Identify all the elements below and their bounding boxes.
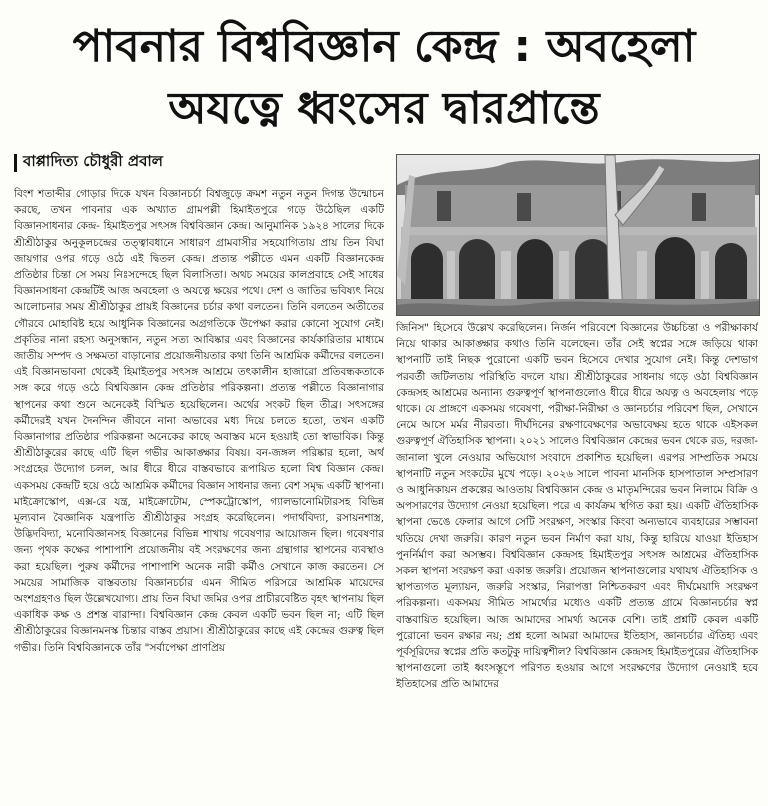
- article-text-right: জিনিস" হিসেবে উল্লেখ করেছিলেন। নির্জন পরিবেশে বিজ্ঞানের উচ্চচিন্তা ও পরীক্ষাকার্য নিয়ে থাকার আকাঙ্ক্ষার কথাও তিনি বলেছেন। তাঁর সেই স্বপ্নের সঙ্গে জড়িয়ে থাকা স্থাপনাটি তাই নিছক পুরোনো একটি ভবন হিসেবে দেখার সুযোগ নেই। কিন্তু দেশভাগ পরবর্তী জটিলতায় পরিস্থিতি বদলে যায়। শ্রীশ্রীঠাকুরের সাধনায় গড়ে ওঠা বিশ্ববিজ্ঞান কেন্দ্রসহ আশ্রমের অন্যান্য গুরুত্বপূর্ণ স্থাপনাগুলোও ধীরে ধীরে অযত্ন ও অবহেলায় পড়ে থাকে। যে প্রাঙ্গণে একসময় গবেষণা, পরীক্ষা-নিরীক্ষা ও জ্ঞানচর্চার পরিবেশ ছিল, সেখানে নেমে আসে মর্মর নীরবতা। দীর্ঘদিনের রক্ষণাবেক্ষণের অভাবেক্ষয় হতে থাকে এইসকল গুরুত্বপূর্ণ ঐতিহাসিক স্থাপনা। ২০২১ সালেও বিশ্ববিজ্ঞান কেন্দ্রের ভবন থেকে রড, দরজা-জানালা খুলে নেওয়ার অভিযোগ সংবাদে প্রকাশিত হয়েছিল। এরপর সাম্প্রতিক সময়ে স্থাপনাটি নতুন সংকটের মুখে পড়ে। ২০২৬ সালে পাবনা মানসিক হাসপাতাল সম্প্রসারণ ও আধুনিকায়ন প্রকল্পের আওতায় বিশ্ববিজ্ঞান কেন্দ্র ও মাতৃমন্দিরের ভবন নিলামে বিক্রি ও অপসারণের উদ্যোগ নেওয়া হয়েছিল। পরে এ কার্যক্রম স্থগিত করা হয়। একটি ঐতিহাসিক স্থাপনা ভেঙে ফেলার আগে সেটি সংরক্ষণ, সংস্কার কিংবা অন্যভাবে ব্যবহারের সম্ভাবনা খতিয়ে দেখা জরুরি। কারণ নতুন ভবন নির্মাণ করা যায়, কিন্তু হারিয়ে যাওয়া ইতিহাস পুনর্নির্মাণ করা অসম্ভব। বিশ্ববিজ্ঞান কেন্দ্রসহ হিমাইতপুর সৎসঙ্গ আশ্রমের ঐতিহাসিক সকল স্থাপনা সংরক্ষণ করা একান্ত জরুরি। প্রয়োজন স্থাপনাগুলোর যথাযথ ঐতিহাসিক ও স্থাপত্যগত মূল্যায়ন, জরুরি সংস্কার, নিরাপত্তা নিশ্চিতকরণ এবং দীর্ঘমেয়াদি সংরক্ষণ পরিকল্পনা। একসময় সীমিত সামর্থ্যের মধ্যেও একটি প্রত্যন্ত গ্রামে বিজ্ঞানচর্চার স্বপ্ন বাস্তবায়িত হয়েছিল। আজ আমাদের সামর্থ্য অনেক বেশি। তাই প্রশ্নটি কেবল একটি পুরোনো ভবন রক্ষার নয়; প্রশ্ন হলো আমরা আমাদের ইতিহাস, জ্ঞানচর্চার ঐতিহ্য এবং পূর্বসূরিদের স্বপ্নের প্রতি কতটুকু দায়িত্বশীল? বিশ্ববিজ্ঞান কেন্দ্রসহ হিমাইতপুরের ঐতিহাসিক স্থাপনাগুলো তাই ধ্বংসস্তূপে পরিণত হওয়ার আগে সংরক্ষণের উদ্যোগ নেওয়াই হবে ইতিহাসের প্রতি আমাদের: [396, 322, 758, 691]
- article-column-right: [396, 320, 758, 800]
- byline-bar: [14, 154, 17, 172]
- byline: [14, 150, 163, 175]
- article-column-left: [14, 186, 384, 800]
- author-name: বাপ্পাদিত্য চৌধুরী প্রবাল: [23, 152, 163, 170]
- headline: [0, 16, 768, 140]
- headline-line-1: পাবনার বিশ্ববিজ্ঞান কেন্দ্র : অবহেলা: [72, 21, 696, 72]
- article-text-left: বিংশ শতাব্দীর গোড়ার দিকে যখন বিজ্ঞানচর্চা বিশ্বজুড়ে ক্রমশ নতুন নতুন দিগন্ত উন্মোচন করছে, তখন পাবনার এক অখ্যাত গ্রামপল্লী হিমাইতপুরে গড়ে উঠেছিল একটি বিজ্ঞানসাধনার কেন্দ্র- হিমাইতপুর সৎসঙ্গ বিশ্ববিজ্ঞান কেন্দ্র। আনুমানিক ১৯২৪ সালের দিকে শ্রীশ্রীঠাকুর অনুকূলচন্দ্রের তত্ত্বাবধানে সাধারণ গ্রামবাসীর সহযোগিতায় প্রায় তিন বিঘা জায়গার ওপর গড়ে ওঠে এই দ্বিতল কেন্দ্র। প্রত্যন্ত পল্লীতে এমন একটি বিজ্ঞানকেন্দ্র প্রতিষ্ঠার চিন্তা সে সময় নিঃসন্দেহে ছিল বিলাসিতা। অথচ সময়ের কালপ্রবাহে সেই সাধের বিজ্ঞানসাধনা কেন্দ্রটিই আজ অবহেলা ও অযত্নে ক্ষয়ের পথে। দেশ ও জাতির ভবিষ্যৎ নিয়ে আলোচনার সময় শ্রীশ্রীঠাকুর প্রায়ই বিজ্ঞানের চর্চার কথা বলতেন। তিনি বলতেন অতীতের গৌরবে মোহাবিষ্ট হয়ে আধুনিক বিজ্ঞানের অগ্রগতিকে উপেক্ষা করার কোনো সুযোগ নেই। প্রকৃতির নানা রহস্য অনুসন্ধান, নতুন সত্য আবিষ্কার এবং বিজ্ঞানের কার্যকারিতার মাধ্যমে জাতীয় সম্পদ ও সক্ষমতা বাড়ানোর প্রয়োজনীয়তার কথা তিনি আশ্রমিক কর্মীদের বলতেন। এই বিজ্ঞানভাবনা থেকেই হিমাইতপুর সৎসঙ্গ আশ্রমে তৎকালীন হাজারো প্রতিবন্ধকতাকে সঙ্গ করে গড়ে ওঠে বিশ্ববিজ্ঞান কেন্দ্র প্রতিষ্ঠার পরিকল্পনা। প্রত্যন্ত পল্লীতে বিজ্ঞানাগার স্থাপনের কথা শুনে অনেকেই বিস্মিত হয়েছিলেন। অর্থের সংকট ছিল তীব্র। সৎসঙ্গের কর্মীদেরই যখন দৈনন্দিন জীবনে নানা অভাবের মধ্য দিয়ে চলতে হতো, তখন একটি বিজ্ঞানাগার প্রতিষ্ঠার পরিকল্পনা অনেকের কাছে অবাস্তব মনে হওয়াই তো স্বাভাবিক। কিন্তু শ্রীশ্রীঠাকুরের কাছে এটি ছিল গভীর আকাঙ্ক্ষার বিষয়। বন-জঙ্গল পরিষ্কার হলো, অর্থ সংগ্রহের উদ্যোগ চলল, আর ধীরে ধীরে বাস্তবভাবে রূপায়িত হলো বিশ্ব বিজ্ঞান কেন্দ্র। একসময় কেন্দ্রটি হয়ে ওঠে আশ্রমিক কর্মীদের বিজ্ঞান সাধনার জন্য বেশ সমৃদ্ধ একটি স্থাপনা। মাইক্রোস্কোপ, এক্স-রে যন্ত্র, মাইক্রোটোম, স্পেকট্রোস্কোপ, গ্যালভানোমিটারসহ বিভিন্ন মূল্যবান বৈজ্ঞানিক যন্ত্রপাতি শ্রীশ্রীঠাকুর সংগ্রহ করেছিলেন। পদার্থবিদ্যা, রসায়নশাস্ত্র, উদ্ভিদবিদ্যা, মনোবিজ্ঞানসহ বিজ্ঞানের বিভিন্ন শাখায় গবেষণার আয়োজন ছিল। গবেষণার জন্য পৃথক কক্ষের পাশাপাশি প্রয়োজনীয় বই সংরক্ষণের জন্য গ্রন্থাগার স্থাপনের ব্যবস্থাও করা হয়েছিল। পুরুষ কর্মীদের পাশাপাশি অনেক নারী কর্মীও সেখানে কাজ করতেন। সে সময়ের সামাজিক বাস্তবতায় বিজ্ঞানচর্চার এমন সীমিত পরিসরে আশ্রমিক মায়েদের অংশগ্রহণও ছিল উল্লেখযোগ্য। প্রায় তিন বিঘা জমির ওপর প্রাচীরবেষ্টিত বৃহৎ স্থাপনায় ছিল একাধিক কক্ষ ও প্রশস্ত বারান্দা। বিশ্ববিজ্ঞান কেন্দ্র কেবল একটি ভবন ছিল না; এটি ছিল শ্রীশ্রীঠাকুরের বিজ্ঞানমনস্ক চিন্তার বাস্তব প্রয়াস। শ্রীশ্রীঠাকুরের কাছে এই কেন্দ্রের গুরুত্ব ছিল গভীর। তিনি বিশ্ববিজ্ঞানকে তাঁর "সর্বাপেক্ষা প্রাণপ্রিয়: [14, 188, 384, 654]
- headline-line-2: অযত্নে ধ্বংসের দ্বারপ্রান্তে: [168, 83, 600, 134]
- ruined-building-image: [397, 155, 759, 315]
- building-photo: [396, 154, 760, 316]
